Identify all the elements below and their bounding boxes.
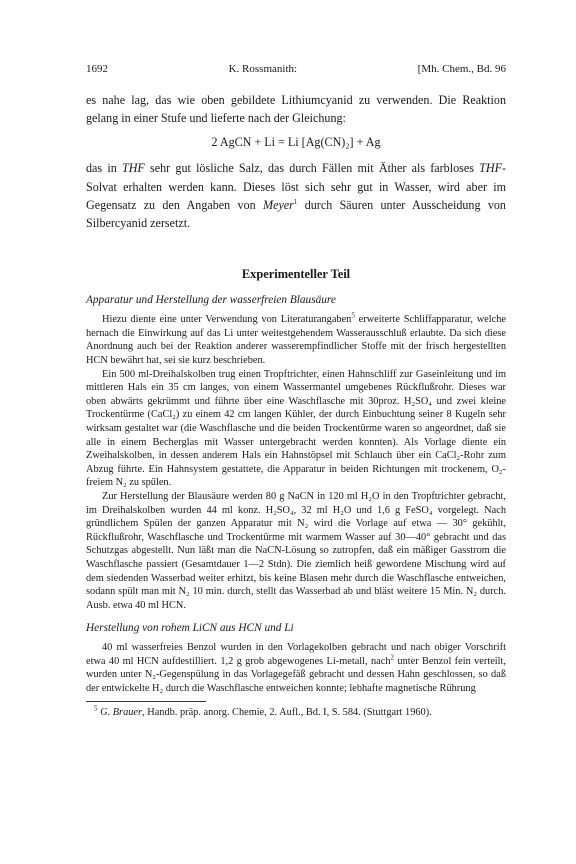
- reference-marker: 2: [390, 653, 395, 662]
- apparatus-paragraph-3: Zur Herstellung der Blausäure werden 80 g NaCN in 120 ml H₂O in den Tropftrichter gebracht, im Dreihalskolben wurden 44 ml konz. H₂SO₄, 32 ml H₂O und 1,6 g FeSO₄ vorgelegt. Nach gründlichem Spülen der ganzen Apparatur mit N₂ wird die Vorlage auf etwa — 30° gekühlt, Rückflußrohr, Waschflasche und Trockentürme mit warmem Wasser auf 30—40° gebracht und das Schutzgas abgestellt. Nun läßt man die NaCN-Lösung so zutropfen, daß ein mäßiger Gasstrom die Waschflasche passiert (Gesamtdauer 1—2 Stdn). Die ziemlich heiß gewordene Mischung wird auf dem siedenden Wasserbad weiter erhitzt, bis keine Blasen mehr durch die Waschflasche entweichen, sodann spült man mit N₂ 10 min. durch, stellt das Wasserbad ab und bläst weitere 15 Min. N₂ durch. Ausb. etwa 40 ml HCN.: [86, 490, 506, 611]
- apparatus-paragraph-2: Ein 500 ml-Dreihalskolben trug einen Tropftrichter, einen Hahnschliff zur Gaseinleitung und im mittleren Hals ein 35 cm langes, von einem Wassermantel umgebenes Rückflußrohr. Dieses war oben abwärts gekrümmt und führte über eine Waschflasche mit 30proz. H₂SO₄ und zwei kleine Trockentürme (CaCl₂) zu einem 42 cm langen Kühler, der durch Einbuchtung seiner 8 Kugeln sehr wirksam gestaltet war (die Waschflasche und die beiden Trockentürme waren so angeordnet, daß sie alle in einem Becherglas mit Wasser untergebracht werden konnten). Als Vorlage diente ein Zweihalskolben, in dessen anderem Hals ein Hahnstöpsel mit Schlauch über ein CaCl₂-Rohr zum Abzug führte. Ein Hahnsystem gestattete, die Apparatur in beiden Richtungen mit trockenem, O₂-freiem N₂ zu spülen.: [86, 368, 506, 489]
- text-span: erweiterte Schliffapparatur, welche hernach die Einwirkung auf das Li unter weitestgehendem Wasserausschluß erlaubte. Da sich diese Anordnung auch bei der Reaktion anderer wasserempfindlicher Stoffe mit der frisch hergestellten HCN bewährt hat, sei sie kurz beschrieben.: [86, 314, 506, 366]
- reference-marker: 5: [351, 311, 355, 320]
- footnote-author: G. Brauer: [100, 706, 143, 718]
- text-span: unter Benzol fein verteilt, wurden unter N₂-Gegenspülung in das Vorlagegefäß gebracht und dessen Hahn geschlossen, so daß der entwickelte H₂ durch die Waschflasche entweichen konnte; lebhafte magnetische Rührung: [86, 655, 507, 695]
- text-span: -Solvat erhalten werden kann. Dieses löst sich sehr gut in Wasser, wird aber im Gegensatz zu den Angaben von: [86, 161, 507, 212]
- page: [86, 63, 506, 719]
- running-head: [86, 63, 506, 75]
- footnote: [86, 706, 506, 720]
- thf-term: THF: [479, 161, 502, 176]
- cited-author: Meyer: [263, 197, 294, 212]
- text-span: durch Säuren unter Ausscheidung von Silbercyanid zersetzt.: [86, 197, 506, 231]
- text-span: sehr gut lösliche Salz, das durch Fällen mit Äther als farbloses: [144, 161, 480, 176]
- reaction-equation: 2 AgCN + Li = Li [Ag(CN)₂] + Ag: [211, 135, 381, 150]
- text-span: Hiezu diente eine unter Verwendung von Literaturangaben: [102, 314, 352, 326]
- apparatus-paragraph-1: [86, 313, 506, 367]
- reference-marker: 1: [293, 197, 298, 206]
- footnote-text: , Handb. präp. anorg. Chemie, 2. Aufl., Bd. I, S. 584. (Stuttgart 1960).: [142, 706, 432, 718]
- intro-paragraph-1: es nahe lag, das wie oben gebildete Lithiumcyanid zu verwenden. Die Reaktion gelang in einer Stufe und lieferte nach der Gleichung:: [86, 93, 506, 126]
- licn-paragraph-1: [86, 641, 506, 695]
- intro-paragraph-2: [86, 159, 506, 232]
- running-author: K. Rossmanith:: [228, 63, 298, 75]
- section-title: Experimenteller Teil: [241, 267, 351, 282]
- subheading-apparatus: Apparatur und Herstellung der wasserfreien Blausäure: [86, 294, 336, 307]
- footnote-divider: [86, 701, 206, 702]
- footnote-number: 5: [94, 704, 98, 713]
- subheading-licn: Herstellung von rohem LiCN aus HCN und Li: [86, 622, 294, 635]
- text-span: das in: [86, 161, 122, 176]
- page-number: 1692: [86, 63, 108, 75]
- journal-reference: [Mh. Chem., Bd. 96: [417, 63, 506, 75]
- text-span: 40 ml wasserfreies Benzol wurden in den Vorlagekolben gebracht und nach obiger Vorschrift etwa 40 ml HCN aufdestilliert. 1,2 g grob abgewogenes Li-metall, nach: [86, 642, 506, 667]
- thf-term: THF: [121, 161, 145, 176]
